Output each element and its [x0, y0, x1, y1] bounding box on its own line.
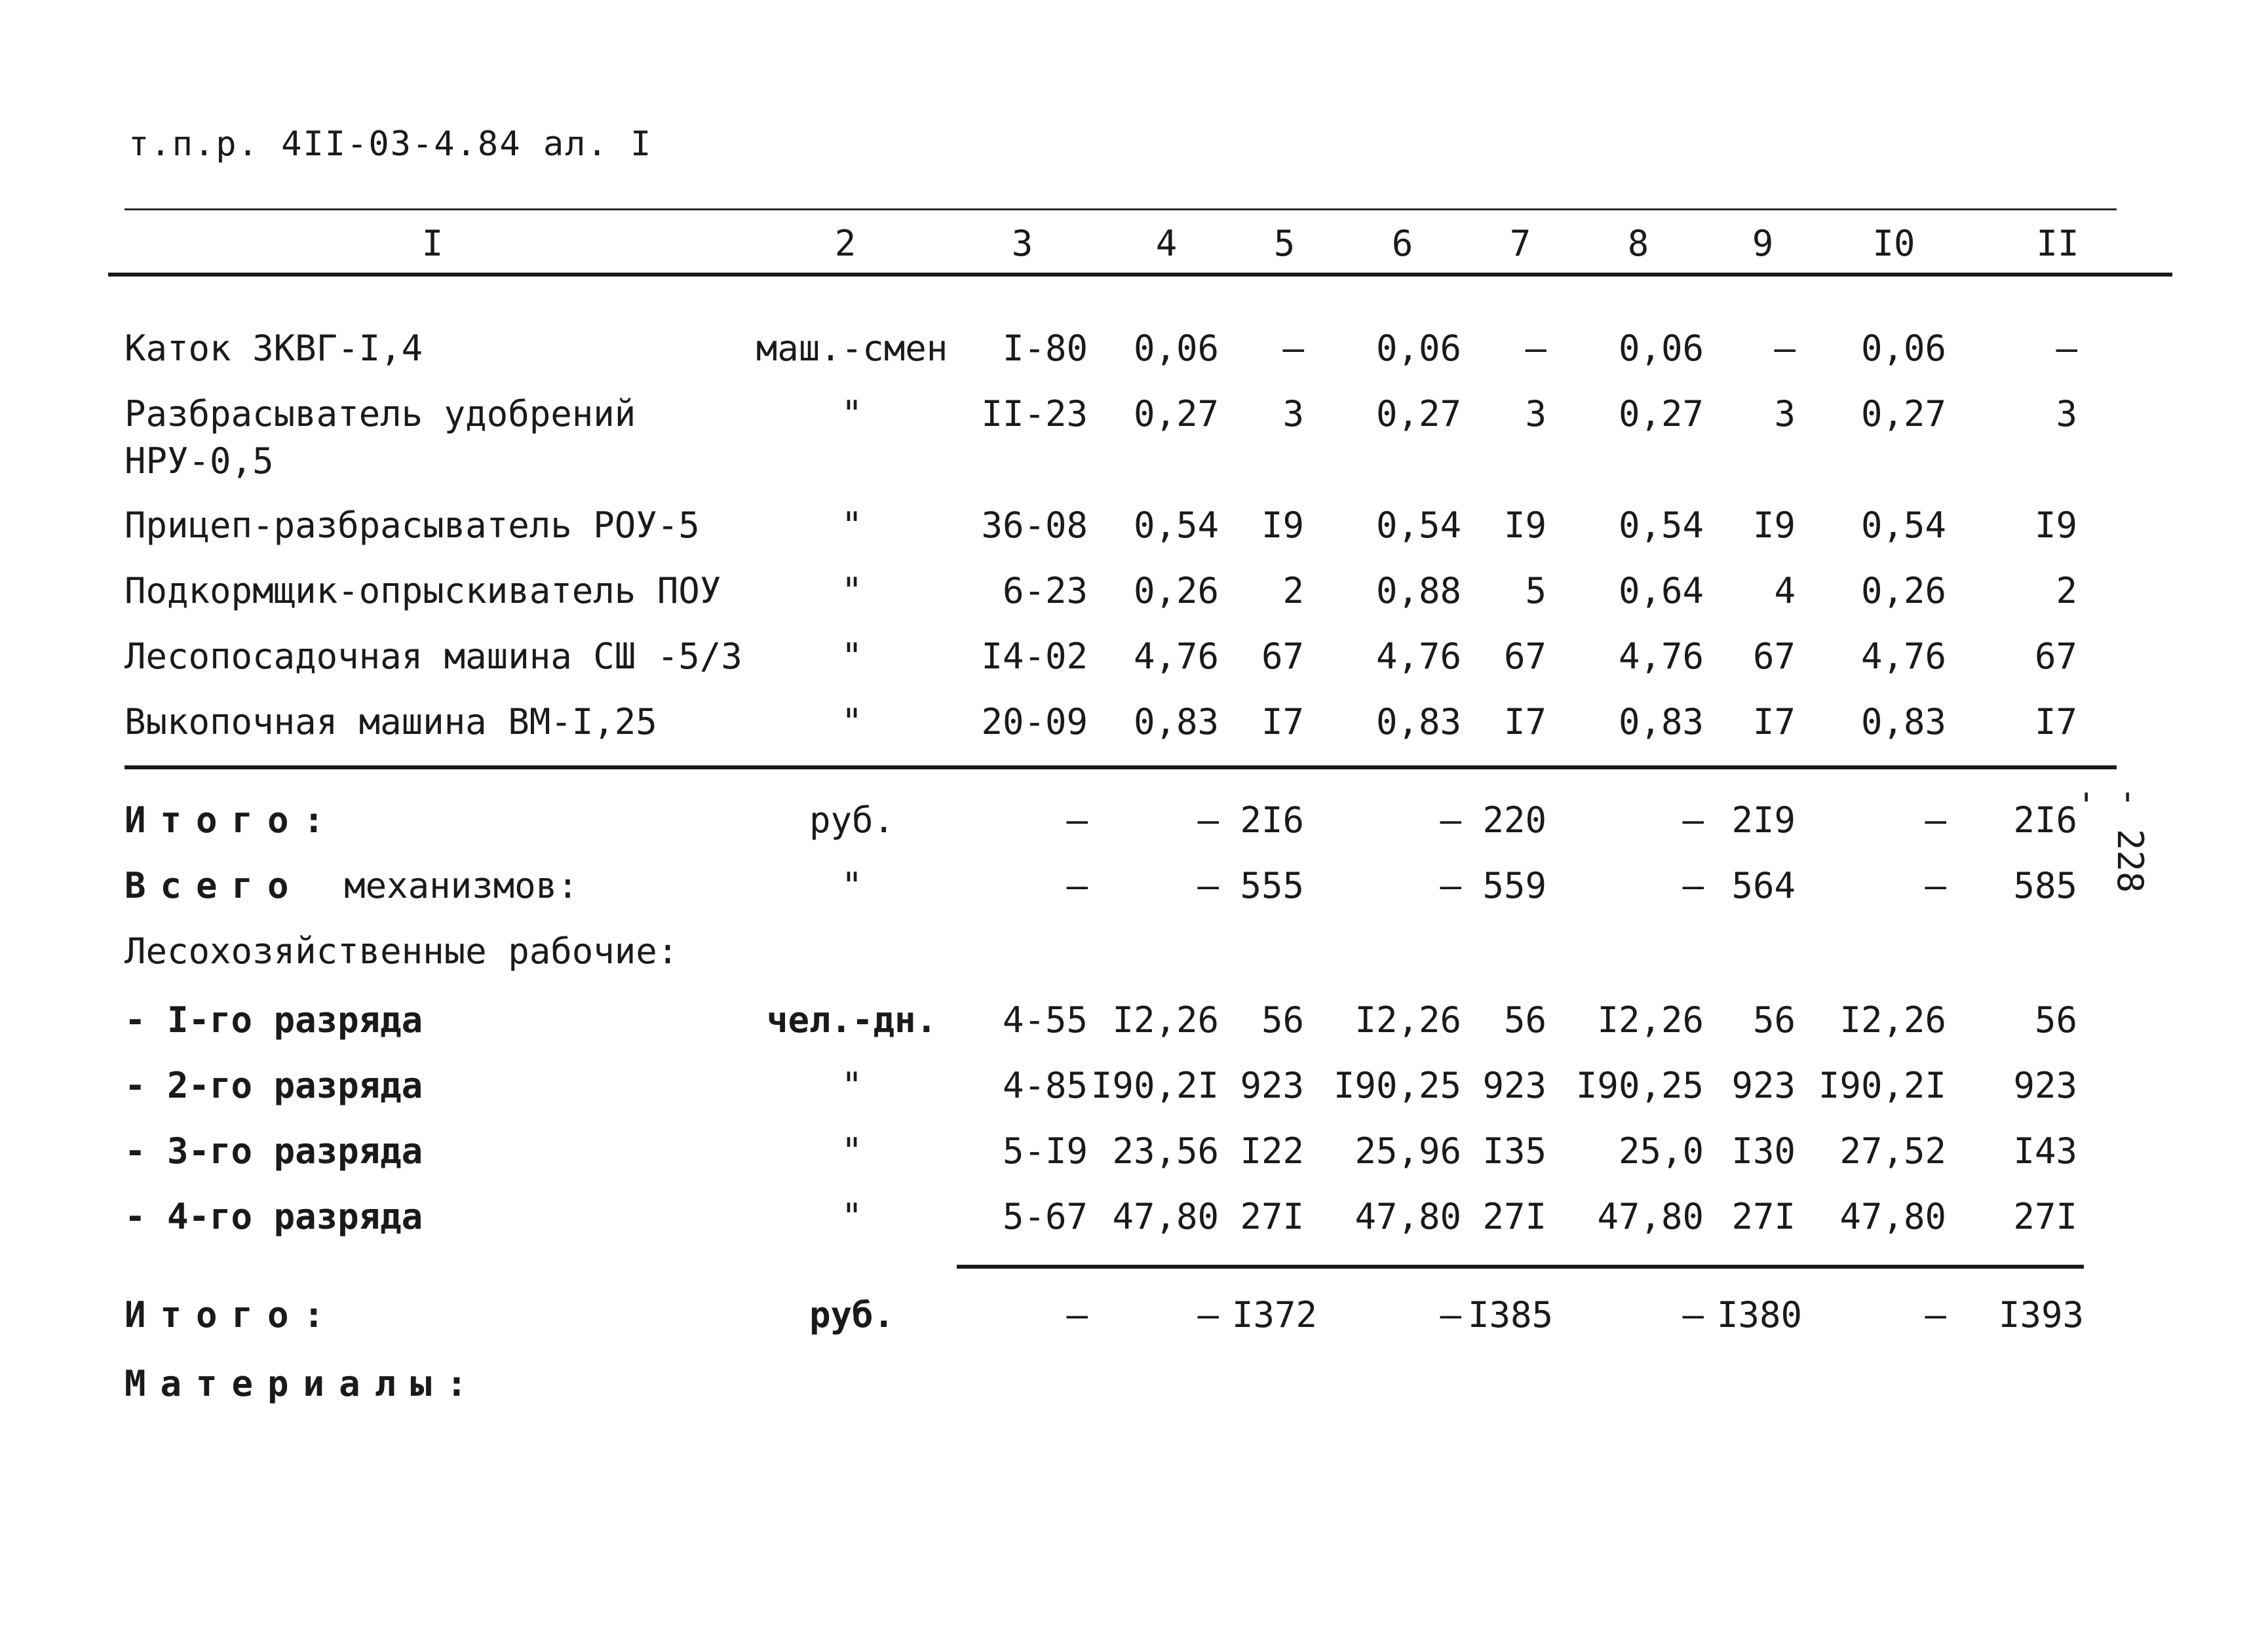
row-value: I7: [1752, 701, 1796, 742]
row-value: 27I: [1731, 1196, 1796, 1237]
header-rule: [108, 273, 2172, 277]
total-value: –: [1066, 865, 1088, 906]
row-unit: ": [841, 1065, 863, 1106]
total-value: –: [1066, 799, 1088, 841]
column-number-7: 7: [1509, 223, 1531, 264]
total-value: 2I6: [1240, 799, 1304, 841]
row-unit: чел.-дн.: [766, 999, 938, 1041]
row-value: I7: [2034, 701, 2077, 742]
row-name: Каток ЗКВГ-I,4: [125, 328, 423, 369]
total-value: I393: [1999, 1294, 2085, 1335]
row-value: 4,76: [1375, 636, 1461, 677]
total-mechanisms-label-a: Всего: [125, 865, 303, 906]
row-name: Прицеп-разбрасыватель РОУ-5: [125, 505, 700, 546]
row-value: 4: [1774, 570, 1796, 611]
total-unit: руб.: [809, 799, 895, 841]
row-code: I4-02: [981, 636, 1088, 677]
row-value: 0,06: [1133, 328, 1219, 369]
row-value: I90,25: [1333, 1065, 1461, 1106]
row-value: –: [2056, 328, 2077, 369]
table-row: [0, 570, 2268, 629]
row-value: 27,52: [1839, 1130, 1946, 1172]
row-value: I43: [2013, 1130, 2077, 1172]
row-value: I30: [1731, 1130, 1796, 1172]
section-rule: [125, 765, 2117, 769]
total-value: –: [1682, 1294, 1704, 1335]
row-value: 0,88: [1375, 570, 1461, 611]
row-value: 0,83: [1618, 701, 1704, 742]
total-value: –: [1925, 799, 1946, 841]
table-row: [0, 701, 2268, 760]
column-number-3: 3: [1011, 223, 1033, 264]
row-value: 3: [1525, 393, 1547, 434]
top-rule: [125, 208, 2117, 210]
section-rule: [957, 1265, 2084, 1269]
total-value: –: [1197, 1294, 1219, 1335]
total-unit: ": [841, 865, 863, 906]
row-value: 56: [2034, 999, 2077, 1041]
row-code: 4-85: [1002, 1065, 1088, 1106]
row-value: 47,80: [1355, 1196, 1461, 1237]
total-unit: руб.: [809, 1294, 895, 1335]
row-value: I7: [1261, 701, 1304, 742]
page-number-text: - 228 -: [2068, 786, 2151, 893]
row-name: - 2-го разряда: [125, 1065, 423, 1106]
row-value: 3: [2056, 393, 2077, 434]
row-value: 0,54: [1618, 505, 1704, 546]
row-value: 0,83: [1133, 701, 1219, 742]
row-value: 2: [2056, 570, 2077, 611]
row-value: –: [1525, 328, 1547, 369]
row-code: 4-55: [1002, 999, 1088, 1041]
total-mechanisms-label: [125, 865, 579, 906]
row-value: 4,76: [1860, 636, 1946, 677]
row-value: 23,56: [1112, 1130, 1219, 1172]
workers-heading-row: [0, 931, 2268, 989]
row-value: 0,64: [1618, 570, 1704, 611]
column-number-2: 2: [834, 223, 856, 264]
column-number-5: 5: [1273, 223, 1296, 264]
row-unit: ": [841, 505, 863, 546]
table-row: [0, 636, 2268, 695]
total-value: 555: [1240, 865, 1304, 906]
column-number-4: 4: [1155, 223, 1178, 264]
row-unit: ": [841, 1196, 863, 1237]
column-number-11: II: [2036, 223, 2079, 264]
row-value: 27I: [1240, 1196, 1304, 1237]
total-label: Итого:: [125, 799, 339, 841]
row-value: I9: [1261, 505, 1304, 546]
total-value: –: [1925, 1294, 1946, 1335]
total-value: 585: [2013, 865, 2077, 906]
row-value: 4,76: [1133, 636, 1219, 677]
table-row: [0, 328, 2268, 387]
row-name: Выкопочная машина ВМ-I,25: [125, 701, 657, 742]
total-value: –: [1440, 865, 1461, 906]
row-value: –: [1774, 328, 1796, 369]
row-value: 0,27: [1618, 393, 1704, 434]
column-number-1: I: [421, 223, 444, 264]
total-label: Итого:: [125, 1294, 339, 1335]
column-number-6: 6: [1391, 223, 1413, 264]
row-value: I90,2I: [1090, 1065, 1219, 1106]
row-value: 3: [1282, 393, 1304, 434]
row-value: 2: [1282, 570, 1304, 611]
row-value: 0,06: [1618, 328, 1704, 369]
row-value: I2,26: [1839, 999, 1946, 1041]
row-value: 0,06: [1860, 328, 1946, 369]
row-value: 27I: [2013, 1196, 2077, 1237]
row-value: 0,06: [1375, 328, 1461, 369]
row-name: - I-го разряда: [125, 999, 423, 1041]
row-value: 47,80: [1112, 1196, 1219, 1237]
total-value: 220: [1482, 799, 1547, 841]
total-value: –: [1197, 865, 1219, 906]
row-value: 25,0: [1618, 1130, 1704, 1172]
total-mechanisms-label-b: механизмов:: [344, 865, 579, 906]
row-value: 0,27: [1375, 393, 1461, 434]
total-value: –: [1682, 799, 1704, 841]
row-unit: ": [841, 701, 863, 742]
row-code: 6-23: [1002, 570, 1088, 611]
row-name-continued: НРУ-0,5: [125, 440, 274, 482]
workers-heading: Лесохозяйственные рабочие:: [125, 931, 679, 972]
row-value: 0,54: [1375, 505, 1461, 546]
row-value: I9: [1752, 505, 1796, 546]
table-row: [0, 1130, 2268, 1189]
row-value: I90,25: [1575, 1065, 1704, 1106]
total-value: –: [1925, 865, 1946, 906]
total-value: –: [1440, 799, 1461, 841]
table-row: [0, 505, 2268, 564]
row-unit: ": [841, 636, 863, 677]
row-value: 27I: [1482, 1196, 1547, 1237]
row-value: I90,2I: [1818, 1065, 1946, 1106]
row-value: I7: [1503, 701, 1547, 742]
row-value: 0,54: [1860, 505, 1946, 546]
row-value: 4,76: [1618, 636, 1704, 677]
row-value: 3: [1774, 393, 1796, 434]
materials-heading: Материалы:: [125, 1363, 482, 1404]
total-value: –: [1682, 865, 1704, 906]
row-value: I9: [2034, 505, 2077, 546]
row-value: 56: [1261, 999, 1304, 1041]
row-name: Подкормщик-опрыскиватель ПОУ: [125, 570, 721, 611]
row-unit: ": [841, 393, 863, 434]
row-code: 20-09: [981, 701, 1088, 742]
row-value: 0,26: [1860, 570, 1946, 611]
materials-heading-row: [0, 1363, 2268, 1422]
total-row: [0, 1294, 2268, 1353]
column-number-10: I0: [1872, 223, 1915, 264]
row-unit: маш.-смен: [756, 328, 948, 369]
total-value: –: [1440, 1294, 1461, 1335]
row-code: 5-I9: [1002, 1130, 1088, 1172]
total-value: 559: [1482, 865, 1547, 906]
total-value: 564: [1731, 865, 1796, 906]
row-value: I2,26: [1112, 999, 1219, 1041]
row-value: 0,26: [1133, 570, 1219, 611]
row-value: 67: [1752, 636, 1796, 677]
row-value: 0,27: [1133, 393, 1219, 434]
row-value: I22: [1240, 1130, 1304, 1172]
row-value: 923: [1482, 1065, 1547, 1106]
row-code: 36-08: [981, 505, 1088, 546]
total-row: [0, 799, 2268, 858]
row-value: 0,54: [1133, 505, 1219, 546]
total-value: 2I6: [2013, 799, 2077, 841]
total-mechanisms-row: [0, 865, 2268, 924]
total-value: I385: [1468, 1294, 1554, 1335]
row-value: 56: [1503, 999, 1547, 1041]
page-number: [2068, 786, 2151, 917]
row-value: 67: [1261, 636, 1304, 677]
row-name: - 3-го разряда: [125, 1130, 423, 1172]
row-value: –: [1282, 328, 1304, 369]
total-value: I380: [1717, 1294, 1803, 1335]
table-row-continuation: [0, 440, 2268, 499]
row-value: 0,27: [1860, 393, 1946, 434]
row-value: I2,26: [1597, 999, 1704, 1041]
total-value: I372: [1232, 1294, 1318, 1335]
row-code: 5-67: [1002, 1196, 1088, 1237]
total-value: 2I9: [1731, 799, 1796, 841]
row-code: II-23: [981, 393, 1088, 434]
document-reference: т.п.р. 4II-03-4.84 ал. I: [128, 125, 653, 164]
row-value: 67: [1503, 636, 1547, 677]
table-row: [0, 1196, 2268, 1255]
row-name: - 4-го разряда: [125, 1196, 423, 1237]
table-row: [0, 1065, 2268, 1124]
row-value: 0,83: [1860, 701, 1946, 742]
row-value: I9: [1503, 505, 1547, 546]
row-value: 47,80: [1839, 1196, 1946, 1237]
row-value: I35: [1482, 1130, 1547, 1172]
row-value: 56: [1752, 999, 1796, 1041]
total-value: –: [1197, 799, 1219, 841]
row-name: Лесопосадочная машина СШ -5/3: [125, 636, 742, 677]
row-code: I-80: [1002, 328, 1088, 369]
row-value: 67: [2034, 636, 2077, 677]
row-value: 923: [1240, 1065, 1304, 1106]
row-value: 47,80: [1597, 1196, 1704, 1237]
row-value: 0,83: [1375, 701, 1461, 742]
row-value: I2,26: [1355, 999, 1461, 1041]
total-value: –: [1066, 1294, 1088, 1335]
row-name: Разбрасыватель удобрений: [125, 393, 636, 434]
row-value: 923: [2013, 1065, 2077, 1106]
row-unit: ": [841, 1130, 863, 1172]
row-value: 923: [1731, 1065, 1796, 1106]
column-number-8: 8: [1627, 223, 1649, 264]
row-unit: ": [841, 570, 863, 611]
row-value: 5: [1525, 570, 1547, 611]
column-number-9: 9: [1752, 223, 1774, 264]
table-row: [0, 999, 2268, 1058]
row-value: 25,96: [1355, 1130, 1461, 1172]
